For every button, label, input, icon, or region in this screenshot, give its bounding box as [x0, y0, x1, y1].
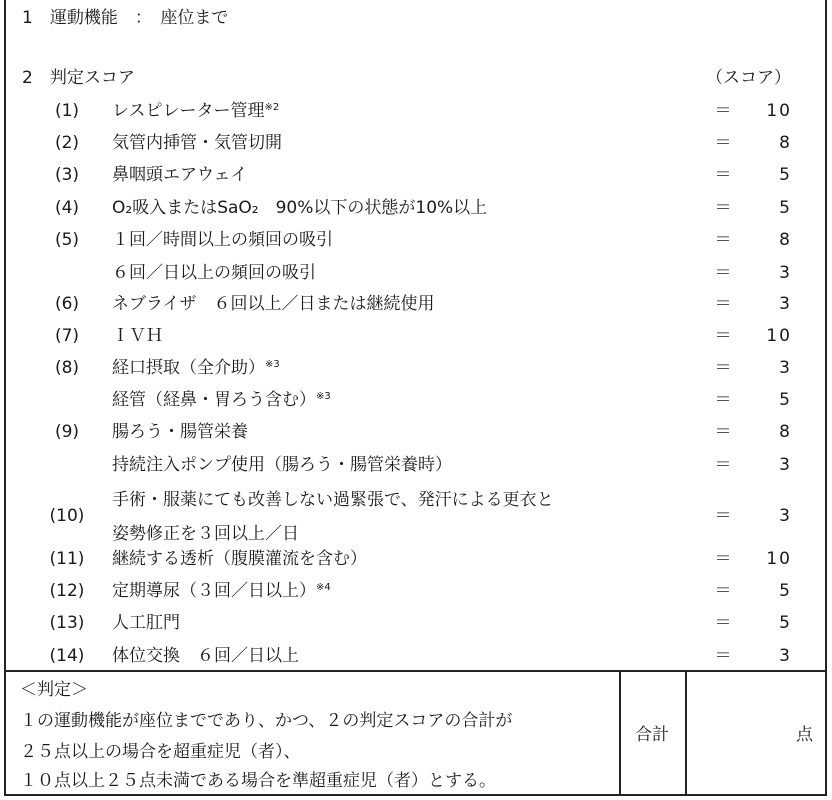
judgement-line-1: １の運動機能が座位までであり、かつ、２の判定スコアの合計が: [20, 711, 513, 731]
equals-sign: ＝: [714, 133, 732, 153]
item-text-content: 定期導尿（３回／日以上）: [112, 581, 316, 601]
equals-sign: ＝: [714, 422, 732, 442]
points-unit: 点: [796, 725, 813, 745]
item-score: 8: [779, 230, 792, 250]
item-score: 3: [779, 455, 792, 475]
item-text: [112, 263, 316, 283]
judgement-divider-1: [619, 670, 621, 796]
item-text: [112, 230, 333, 250]
item-text: [112, 422, 248, 442]
item-score: 3: [779, 263, 792, 283]
equals-sign: ＝: [714, 581, 732, 601]
item-text-content: ネブライザ ６回以上／日または継続使用: [112, 294, 435, 314]
item-score: 10: [766, 101, 792, 121]
item-number: (4): [54, 198, 80, 218]
item-footnote-mark: ※3: [265, 359, 280, 370]
total-label: 合計: [635, 725, 669, 745]
item-text-content: 持続注入ポンプ使用（腸ろう・腸管栄養時）: [112, 455, 452, 475]
item-score: 3: [779, 506, 792, 526]
item-text-content: 鼻咽頭エアウェイ: [112, 165, 248, 185]
item-text: [112, 358, 280, 378]
item-text-content: レスピレーター管理: [112, 101, 265, 121]
item-text: [112, 646, 299, 666]
item-number: (11): [49, 549, 85, 569]
item-score: 5: [779, 165, 792, 185]
item-text-content: １回／時間以上の頻回の吸引: [112, 230, 333, 250]
item-score: 8: [779, 133, 792, 153]
item-text: [112, 613, 180, 633]
score-header: （スコア）: [706, 68, 791, 88]
equals-sign: ＝: [714, 230, 732, 250]
equals-sign: ＝: [714, 613, 732, 633]
item-score: 5: [779, 613, 792, 633]
item-number: (8): [54, 358, 80, 378]
judgement-line-2: ２５点以上の場合を超重症児（者）、: [20, 742, 301, 762]
item-text: [112, 455, 452, 475]
item-score: 5: [779, 198, 792, 218]
item-text: [112, 294, 435, 314]
item-text: [112, 390, 331, 410]
item-number: (7): [54, 326, 80, 346]
equals-sign: ＝: [714, 263, 732, 283]
equals-sign: ＝: [714, 294, 732, 314]
item-number: (10): [49, 506, 85, 526]
equals-sign: ＝: [714, 165, 732, 185]
equals-sign: ＝: [714, 198, 732, 218]
item-text-content: 腸ろう・腸管栄養: [112, 422, 248, 442]
item-score: 3: [779, 294, 792, 314]
item-number: (9): [54, 422, 80, 442]
section-2-label: 2 判定スコア: [22, 68, 135, 88]
item-footnote-mark: ※4: [316, 582, 331, 593]
item-score: 10: [766, 549, 792, 569]
item-text: [112, 198, 487, 218]
item-score: 3: [779, 358, 792, 378]
judgement-top-border: [4, 670, 827, 672]
item-text-content: 気管内挿管・気管切開: [112, 133, 282, 153]
item-text-line-2: 姿勢修正を３回以上／日: [112, 524, 299, 544]
item-text: [112, 326, 163, 346]
item-text-content: ６回／日以上の頻回の吸引: [112, 263, 316, 283]
item-footnote-mark: ※3: [316, 391, 331, 402]
item-footnote-mark: ※2: [264, 102, 280, 113]
judgement-title: ＜判定＞: [20, 680, 88, 700]
equals-sign: ＝: [714, 646, 732, 666]
item-score: 10: [766, 326, 792, 346]
item-score: 3: [779, 646, 792, 666]
item-number: (1): [54, 101, 80, 121]
item-text-content: O₂吸入またはSaO₂ 90%以下の状態が10%以上: [112, 198, 488, 218]
item-text-content: 手術・服薬にても改善しない過緊張で、発汗による更衣と: [112, 490, 554, 510]
equals-sign: ＝: [714, 390, 732, 410]
item-number: (2): [54, 133, 80, 153]
item-text: [112, 490, 554, 510]
equals-sign: ＝: [714, 549, 732, 569]
item-number: (14): [49, 646, 85, 666]
equals-sign: ＝: [714, 326, 732, 346]
item-text-content: 体位交換 ６回／日以上: [112, 646, 299, 666]
equals-sign: ＝: [714, 506, 732, 526]
equals-sign: ＝: [714, 358, 732, 378]
section-1-label: 1 運動機能 ： 座位まで: [22, 8, 229, 28]
item-text: [112, 581, 331, 601]
item-number: (13): [49, 613, 85, 633]
item-text-content: 継続する透析（腹膜灌流を含む）: [112, 549, 367, 569]
item-number: (3): [54, 165, 80, 185]
item-text-content: 人工肛門: [112, 613, 180, 633]
item-text: [112, 101, 279, 121]
judgement-divider-2: [685, 670, 687, 796]
equals-sign: ＝: [714, 101, 732, 121]
item-score: 5: [779, 581, 792, 601]
item-number: (12): [49, 581, 85, 601]
item-number: (5): [54, 230, 80, 250]
item-text-content: 経管（経鼻・胃ろう含む）: [112, 390, 316, 410]
item-number: (6): [54, 294, 80, 314]
judgement-line-3: １０点以上２５点未満である場合を準超重症児（者）とする。: [20, 771, 496, 791]
item-text-content: ＩＶＨ: [112, 326, 163, 346]
item-text: [112, 133, 282, 153]
item-text: [112, 165, 247, 185]
item-score: 8: [779, 422, 792, 442]
item-text: [112, 549, 367, 569]
item-score: 5: [779, 390, 792, 410]
equals-sign: ＝: [714, 455, 732, 475]
item-text-content: 経口摂取（全介助）: [112, 358, 265, 378]
